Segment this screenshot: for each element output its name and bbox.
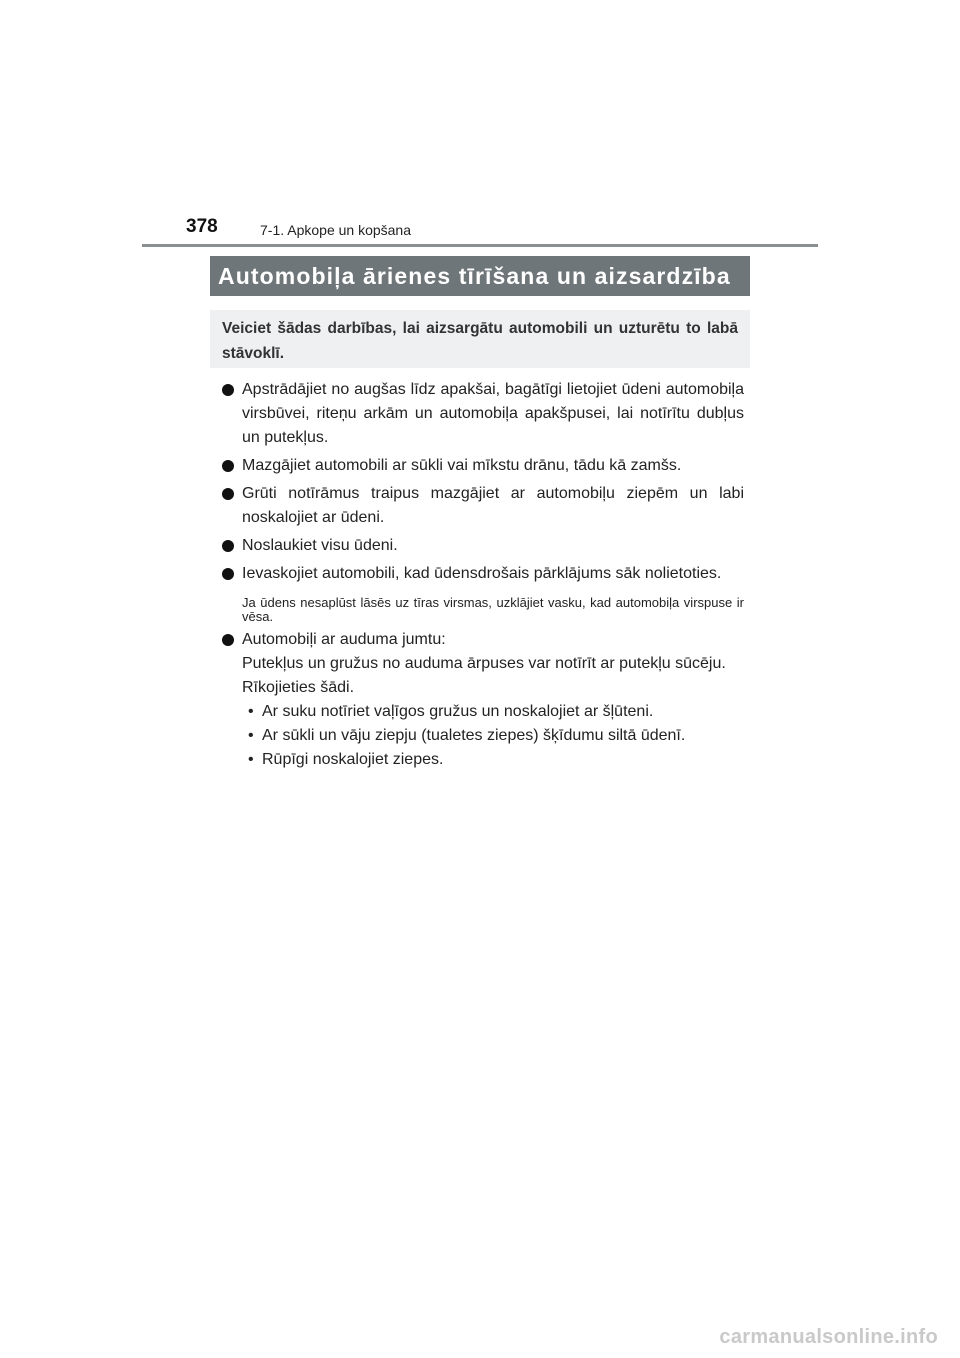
watermark: carmanualsonline.info	[719, 1326, 938, 1348]
fabric-roof-paragraph: Putekļus un gružus no auduma ārpuses var notīrīt ar putekļu sūcēju.	[242, 655, 726, 672]
bullet-dot-icon	[222, 460, 234, 472]
steps-list	[222, 700, 744, 772]
list-item: • Ar suku notīriet vaļīgos gružus un noskalojiet ar šļūteni.	[248, 700, 744, 724]
bullet-dot-icon	[222, 384, 234, 396]
bullet-text: Mazgājiet automobili ar sūkli vai mīkstu drānu, tādu kā zamšs.	[242, 457, 682, 474]
content	[222, 378, 744, 772]
section-label: 7-1. Apkope un kopšana	[260, 222, 412, 238]
page-number: 378	[186, 216, 218, 237]
note-text: Ja ūdens nesaplūst lāsēs uz tīras virsmas, uzklājiet vasku, kad automobiļa virspuse ir vēsa.	[242, 595, 744, 624]
fabric-roof-heading: Automobiļi ar auduma jumtu:	[242, 631, 446, 648]
intro-text: Veiciet šādas darbības, lai aizsargātu automobili un uzturētu to labā stāvoklī.	[222, 320, 738, 362]
bullet-dot-icon	[222, 540, 234, 552]
bullet-item	[222, 454, 744, 478]
page-title: Automobiļa ārienes tīrīšana un aizsardzība	[218, 262, 731, 289]
list-item: • Rūpīgi noskalojiet ziepes.	[248, 748, 744, 772]
bullet-dot-icon	[222, 488, 234, 500]
bullet-item	[222, 562, 744, 586]
bullet-text: Ievaskojiet automobili, kad ūdensdrošais pārklājums sāk nolietoties.	[242, 565, 722, 582]
bullet-text: Grūti notīrāmus traipus mazgājiet ar automobiļu ziepēm un labi noskalojiet ar ūdeni.	[242, 485, 744, 526]
bullet-item	[222, 378, 744, 450]
list-item: • Ar sūkli un vāju ziepju (tualetes ziepes) šķīdumu siltā ūdenī.	[248, 724, 744, 748]
title-bar	[210, 256, 750, 296]
bullet-item	[222, 534, 744, 558]
bullet-text: Apstrādājiet no augšas līdz apakšai, bagātīgi lietojiet ūdeni automobiļa virsbūvei, riteņu arkām un automobiļa apakšpusei, lai notīrītu dubļus un putekļus.	[242, 381, 744, 446]
bullet-dot-icon	[222, 568, 234, 580]
bullet-text: Noslaukiet visu ūdeni.	[242, 537, 398, 554]
bullet-dot-icon	[222, 634, 234, 646]
steps-intro: Rīkojieties šādi.	[242, 679, 355, 696]
bullet-item	[222, 628, 744, 652]
header-rule	[142, 244, 818, 247]
intro-box	[210, 310, 750, 368]
bullet-item	[222, 482, 744, 530]
